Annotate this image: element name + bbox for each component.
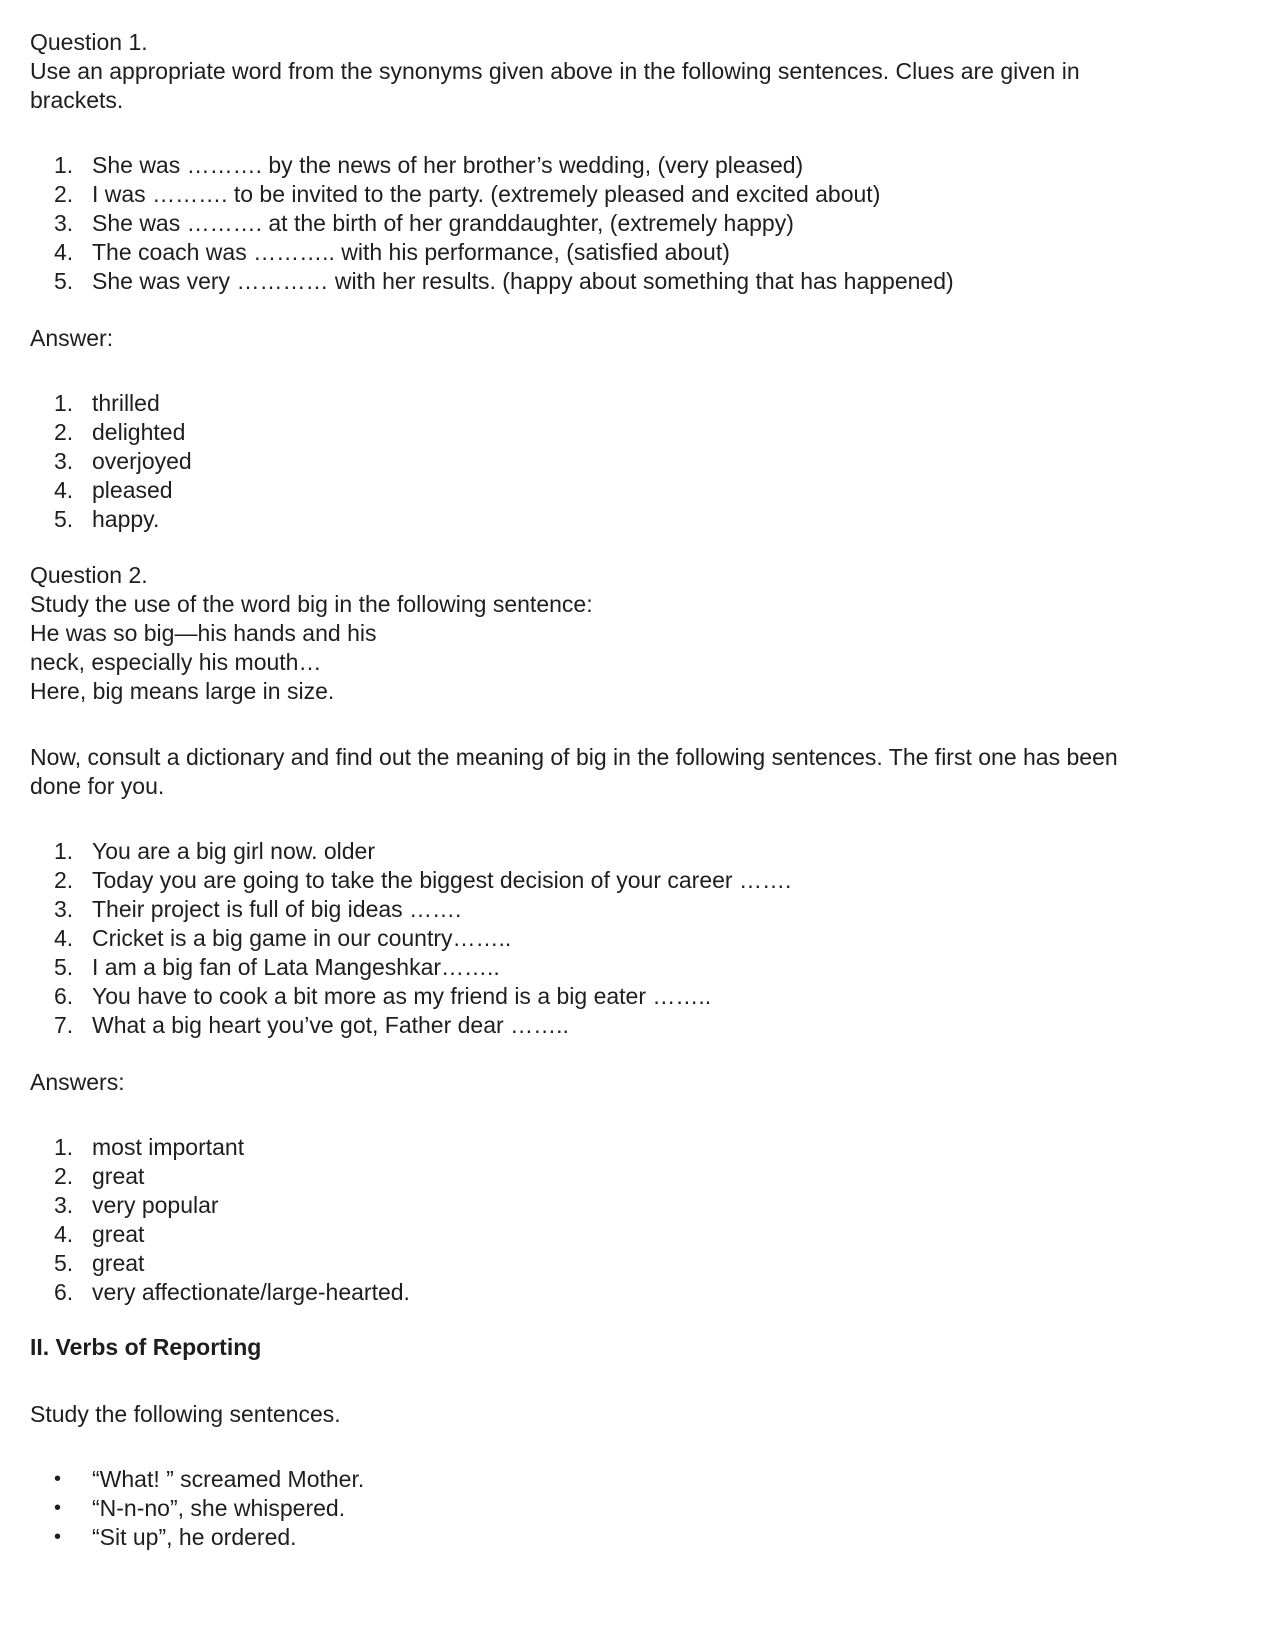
question-1 xyxy=(30,28,1245,534)
question-2-instruction-line-2: done for you. xyxy=(30,773,165,799)
item-number: 3. xyxy=(54,210,74,236)
list-item xyxy=(30,267,1245,296)
item-text: Cricket is a big game in our country…….. xyxy=(92,925,512,951)
item-text: Today you are going to take the biggest decision of your career ……. xyxy=(92,867,792,893)
answer-text: great xyxy=(92,1221,145,1247)
item-number: 7. xyxy=(54,1012,74,1038)
list-item xyxy=(30,982,1245,1011)
question-1-instruction-line-2: brackets. xyxy=(30,87,124,113)
answer-item xyxy=(30,418,1245,447)
example-sentences xyxy=(30,1465,1245,1552)
list-item xyxy=(30,953,1245,982)
item-number: 4. xyxy=(54,239,74,265)
item-text: She was ………. by the news of her brother’s wedding, (very pleased) xyxy=(92,152,804,178)
section-heading: II. Verbs of Reporting xyxy=(30,1334,262,1360)
list-item xyxy=(30,151,1245,180)
question-2-intro-line: Study the use of the word big in the following sentence: xyxy=(30,591,593,617)
item-text: She was ………. at the birth of her granddaughter, (extremely happy) xyxy=(92,210,794,236)
item-number: 1. xyxy=(54,152,74,178)
question-2-instruction-line-1: Now, consult a dictionary and find out the meaning of big in the following sentences. The first one has been xyxy=(30,744,1118,770)
item-text: I am a big fan of Lata Mangeshkar…….. xyxy=(92,954,500,980)
bullet-icon: • xyxy=(54,1526,62,1548)
item-number: 4. xyxy=(54,925,74,951)
answer-text: overjoyed xyxy=(92,448,192,474)
question-2-answer-label: Answers: xyxy=(30,1069,125,1095)
answer-item xyxy=(30,389,1245,418)
item-text: Their project is full of big ideas ……. xyxy=(92,896,462,922)
item-number: 1. xyxy=(54,838,74,864)
question-1-items xyxy=(30,151,1245,296)
list-item xyxy=(30,895,1245,924)
item-text: She was very ………… with her results. (happy about something that has happened) xyxy=(92,268,954,294)
answer-item xyxy=(30,1249,1245,1278)
question-2-answers xyxy=(30,1133,1245,1307)
item-text: You are a big girl now. older xyxy=(92,838,376,864)
item-number: 6. xyxy=(54,983,74,1009)
document-page xyxy=(30,28,1245,1552)
question-2-quote-line: neck, especially his mouth… xyxy=(30,649,322,675)
list-item xyxy=(30,209,1245,238)
answer-text: very affectionate/large-hearted. xyxy=(92,1279,410,1305)
bullet-icon: • xyxy=(54,1468,62,1490)
item-number: 2. xyxy=(54,419,74,445)
item-text: I was ………. to be invited to the party. (extremely pleased and excited about) xyxy=(92,181,881,207)
question-2-quote-line: He was so big—his hands and his xyxy=(30,620,377,646)
list-item xyxy=(30,837,1245,866)
answer-item xyxy=(30,476,1245,505)
question-2-explanation: Here, big means large in size. xyxy=(30,678,335,704)
list-item xyxy=(30,238,1245,267)
answer-item xyxy=(30,1133,1245,1162)
bullet-item xyxy=(30,1523,1245,1552)
answer-item xyxy=(30,1191,1245,1220)
question-2-title: Question 2. xyxy=(30,562,148,588)
bullet-text: “N-n-no”, she whispered. xyxy=(92,1495,346,1521)
question-1-answers xyxy=(30,389,1245,534)
question-2-items xyxy=(30,837,1245,1040)
list-item xyxy=(30,924,1245,953)
answer-text: very popular xyxy=(92,1192,219,1218)
item-number: 5. xyxy=(54,268,74,294)
section-intro: Study the following sentences. xyxy=(30,1401,341,1427)
answer-text: great xyxy=(92,1250,145,1276)
item-number: 5. xyxy=(54,1250,74,1276)
item-text: You have to cook a bit more as my friend is a big eater …….. xyxy=(92,983,712,1009)
item-number: 4. xyxy=(54,477,74,503)
answer-item xyxy=(30,1278,1245,1307)
item-number: 2. xyxy=(54,867,74,893)
answer-text: thrilled xyxy=(92,390,160,416)
item-number: 2. xyxy=(54,181,74,207)
answer-text: most important xyxy=(92,1134,245,1160)
item-number: 3. xyxy=(54,1192,74,1218)
answer-text: pleased xyxy=(92,477,173,503)
item-number: 1. xyxy=(54,390,74,416)
bullet-item xyxy=(30,1465,1245,1494)
item-text: What a big heart you’ve got, Father dear …….. xyxy=(92,1012,569,1038)
answer-text: delighted xyxy=(92,419,186,445)
item-number: 5. xyxy=(54,506,74,532)
list-item xyxy=(30,180,1245,209)
bullet-text: “Sit up”, he ordered. xyxy=(92,1524,297,1550)
item-number: 2. xyxy=(54,1163,74,1189)
answer-item xyxy=(30,1220,1245,1249)
item-number: 4. xyxy=(54,1221,74,1247)
item-number: 6. xyxy=(54,1279,74,1305)
section-verbs-of-reporting xyxy=(30,1333,1245,1552)
item-number: 3. xyxy=(54,896,74,922)
answer-item xyxy=(30,1162,1245,1191)
list-item xyxy=(30,866,1245,895)
item-number: 3. xyxy=(54,448,74,474)
question-1-title: Question 1. xyxy=(30,29,148,55)
bullet-icon: • xyxy=(54,1497,62,1519)
item-number: 1. xyxy=(54,1134,74,1160)
item-number: 5. xyxy=(54,954,74,980)
question-1-instruction-line-1: Use an appropriate word from the synonyms given above in the following sentences. Clues are given in xyxy=(30,58,1080,84)
item-text: The coach was ……….. with his performance, (satisfied about) xyxy=(92,239,730,265)
question-1-answer-label: Answer: xyxy=(30,325,114,351)
answer-text: happy. xyxy=(92,506,160,532)
list-item xyxy=(30,1011,1245,1040)
answer-item xyxy=(30,447,1245,476)
bullet-text: “What! ” screamed Mother. xyxy=(92,1466,365,1492)
question-2 xyxy=(30,561,1245,1307)
answer-text: great xyxy=(92,1163,145,1189)
answer-item xyxy=(30,505,1245,534)
bullet-item xyxy=(30,1494,1245,1523)
